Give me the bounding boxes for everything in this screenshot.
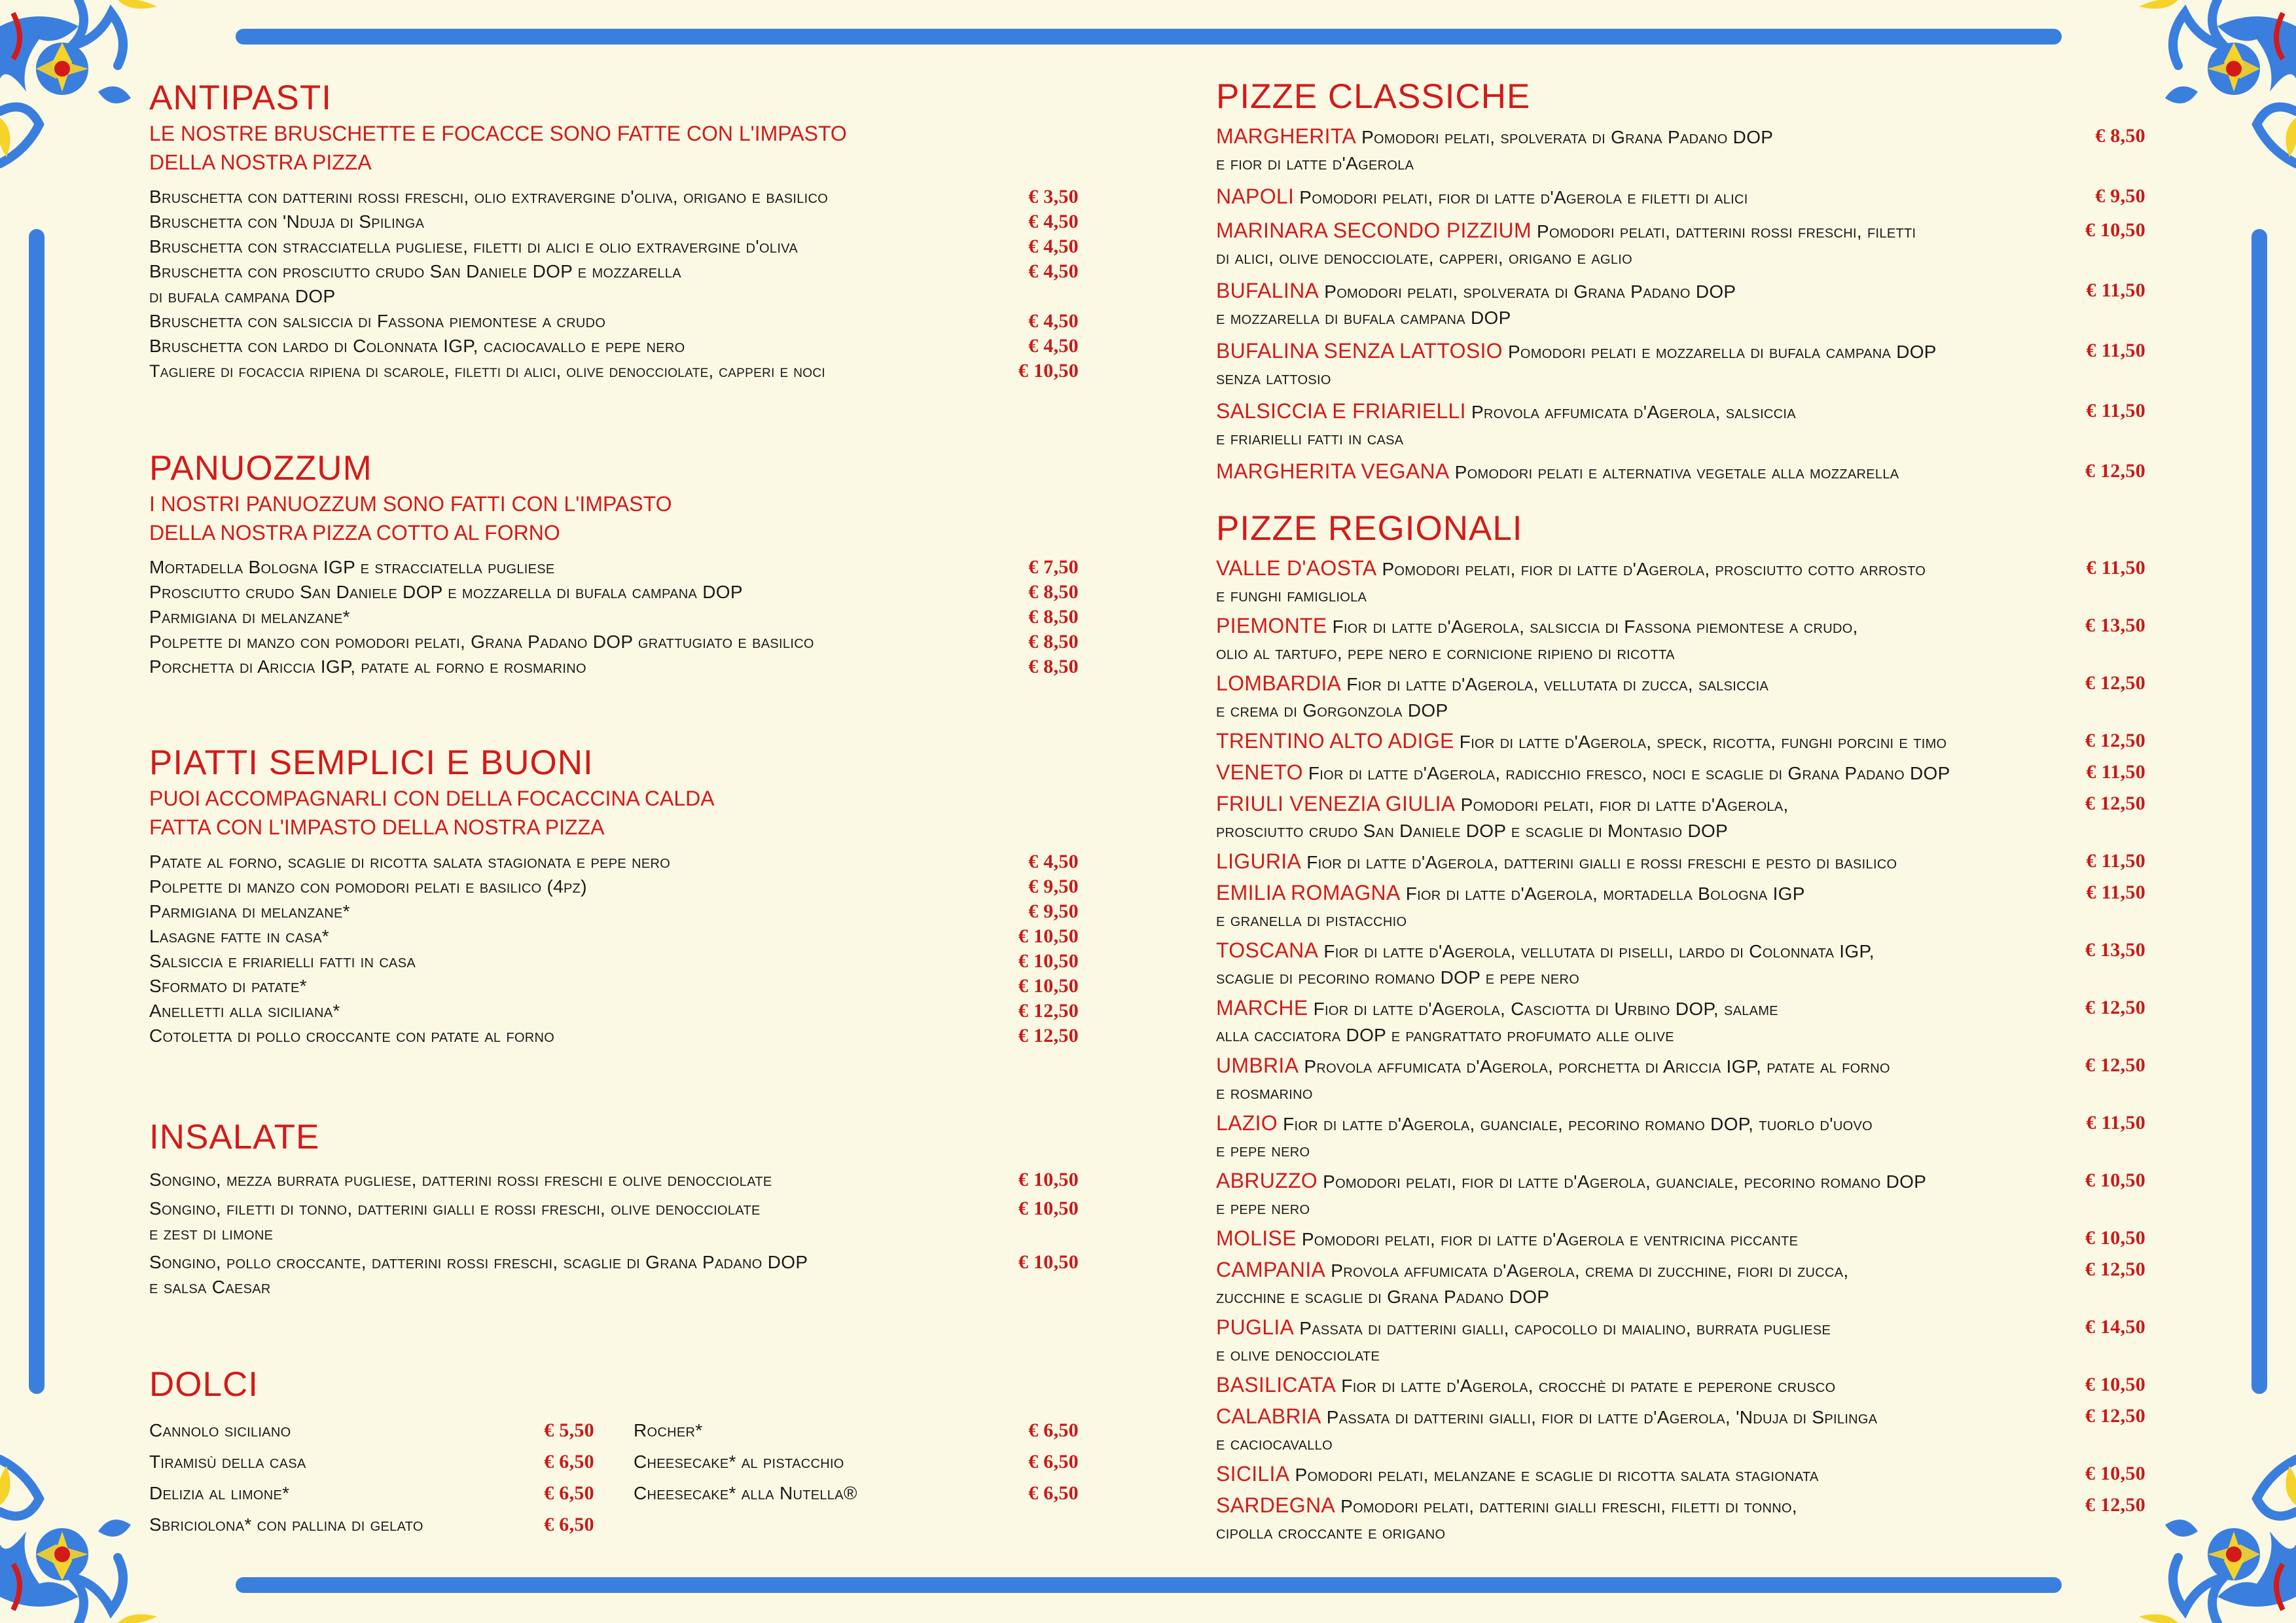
pizza-item — [1216, 338, 2145, 391]
section-title: PIATTI SEMPLICI E BUONI — [149, 743, 594, 782]
pizza-item — [1216, 1225, 2145, 1253]
pizza-price: € 10,50 — [2085, 1374, 2145, 1395]
section-title: PANUOZZUM — [149, 449, 372, 488]
section-subtitle: LE NOSTRE BRUSCHETTE E FOCACCE SONO FATTE CON L'IMPASTO DELLA NOSTRA PIZZA — [149, 122, 847, 174]
pizza-price: € 12,50 — [2085, 1054, 2145, 1076]
pizza-item — [1216, 123, 2145, 177]
pizza-price: € 12,50 — [2085, 997, 2145, 1018]
section-panuozzum — [149, 448, 1079, 742]
pizza-name: BASILICATA — [1216, 1373, 1336, 1397]
item-price: € 6,50 — [1028, 1451, 1079, 1472]
item-price: € 9,50 — [1028, 901, 1079, 922]
pizza-name: EMILIA ROMAGNA — [1216, 881, 1401, 904]
dolci-list — [149, 1415, 1079, 1541]
section-title: PIZZE REGIONALI — [1216, 509, 1523, 548]
menu-item — [149, 1415, 594, 1446]
piatti-list — [149, 849, 1079, 1048]
pizza-line-1 — [1216, 555, 2015, 582]
pizza-description: Fior di latte d'Agerola, datterini gialli e rossi freschi e pesto di basilico — [1306, 852, 1897, 872]
pizza-description: Pomodori pelati, datterini gialli freschi, filetti di tonno, — [1340, 1496, 1797, 1516]
menu-item — [149, 1478, 594, 1509]
item-description: Anelletti alla siciliana* — [149, 1001, 340, 1021]
item-price: € 9,50 — [1028, 876, 1079, 897]
pizza-description: Passata di datterini gialli, capocollo di maialino, burrata pugliese — [1299, 1318, 1831, 1338]
pizza-name: LAZIO — [1216, 1111, 1278, 1135]
item-description: Polpette di manzo con pomodori pelati e basilico (4pz) — [149, 876, 587, 897]
pizza-description: Pomodori pelati, fior di latte d'Agerola e filetti di alici — [1299, 187, 1748, 207]
pizza-price: € 11,50 — [2086, 761, 2145, 783]
pizza-name: VALLE D'AOSTA — [1216, 556, 1377, 580]
pizza-line-1 — [1216, 880, 2015, 907]
pizza-price: € 10,50 — [2085, 219, 2145, 241]
item-description: Salsiccia e friarielli fatti in casa — [149, 951, 416, 971]
menu-item — [149, 949, 1079, 974]
pizza-price: € 12,50 — [2085, 730, 2145, 751]
pizza-description: Pomodori pelati, fior di latte d'Agerola, prosciutto cotto arrosto — [1382, 559, 1926, 579]
pizza-line-1 — [1216, 1314, 2015, 1342]
item-description-cont: e salsa Caesar — [149, 1277, 271, 1297]
pizza-description-cont: e fior di latte d'Agerola — [1216, 153, 1414, 173]
pizza-price: € 10,50 — [2085, 1463, 2145, 1484]
pizza-item — [1216, 995, 2145, 1048]
frame-left-bar — [29, 229, 45, 1394]
item-price: € 12,50 — [1018, 1000, 1079, 1022]
item-description: Cannolo siciliano — [149, 1420, 291, 1440]
item-description: Bruschetta con stracciatella pugliese, filetti di alici e olio extravergine d'oliva — [149, 236, 798, 257]
menu-item — [149, 359, 1079, 383]
menu-item — [634, 1415, 1079, 1446]
pizza-item — [1216, 183, 2145, 211]
pizza-name: TOSCANA — [1216, 938, 1319, 962]
menu-item — [149, 1509, 594, 1541]
item-description: Tagliere di focaccia ripiena di scarole, filetti di alici, olive denocciolate, capperi e noci — [149, 361, 825, 381]
pizza-line-1 — [1216, 728, 2015, 755]
pizza-price: € 12,50 — [2085, 460, 2145, 482]
pizza-description: Fior di latte d'Agerola, guanciale, pecorino romano DOP, tuorlo d'uovo — [1283, 1114, 1873, 1134]
pizza-line-1 — [1216, 123, 2015, 151]
item-price: € 10,50 — [1018, 360, 1079, 382]
item-price: € 8,50 — [1028, 606, 1079, 628]
pizza-price: € 8,50 — [2095, 125, 2145, 147]
pizza-description-cont: e granella di pistacchio — [1216, 910, 1407, 930]
item-description: Bruschetta con 'Nduja di Spilinga — [149, 211, 425, 232]
pizza-name: CAMPANIA — [1216, 1258, 1326, 1281]
item-price: € 6,50 — [1028, 1482, 1079, 1504]
section-pizze-classiche — [1216, 76, 2145, 508]
item-price: € 6,50 — [544, 1482, 594, 1504]
menu-item — [149, 1196, 1079, 1246]
item-description: Polpette di manzo con pomodori pelati, Grana Padano DOP grattugiato e basilico — [149, 632, 814, 652]
pizza-name: SALSICCIA E FRIARIELLI — [1216, 399, 1466, 423]
pizza-line-1 — [1216, 458, 2015, 486]
menu-item — [149, 899, 1079, 924]
section-title: INSALATE — [149, 1118, 320, 1156]
pizza-item — [1216, 880, 2145, 933]
item-description: Sbriciolona* con pallina di gelato — [149, 1514, 423, 1535]
item-description: Bruschetta con salsiccia di Fassona piemontese a crudo — [149, 311, 606, 331]
item-description: Sformato di patate* — [149, 976, 307, 996]
pizza-description-cont: e caciocavallo — [1216, 1433, 1333, 1454]
section-subtitle: I NOSTRI PANUOZZUM SONO FATTI CON L'IMPASTO DELLA NOSTRA PIZZA COTTO AL FORNO — [149, 492, 672, 544]
section-subtitle: PUOI ACCOMPAGNARLI CON DELLA FOCACCINA CALDA FATTA CON L'IMPASTO DELLA NOSTRA PIZZA — [149, 787, 715, 839]
pizza-price: € 12,50 — [2085, 1258, 2145, 1280]
pizza-price: € 12,50 — [2085, 1494, 2145, 1516]
classiche-list — [1216, 123, 2145, 486]
pizza-name: NAPOLI — [1216, 185, 1295, 208]
pizza-item — [1216, 1314, 2145, 1368]
pizza-description: Pomodori pelati, melanzane e scaglie di ricotta salata stagionata — [1295, 1465, 1819, 1485]
pizza-description-cont: zucchine e scaglie di Grana Padano DOP — [1216, 1287, 1550, 1307]
item-description: Cheesecake* alla Nutella® — [634, 1483, 857, 1503]
pizza-description: Provola affumicata d'Agerola, salsiccia — [1471, 402, 1796, 422]
item-price: € 3,50 — [1028, 186, 1079, 207]
pizza-line-1 — [1216, 183, 2015, 211]
pizza-line-1 — [1216, 338, 2015, 365]
item-price: € 4,50 — [1028, 211, 1079, 232]
pizza-item — [1216, 613, 2145, 666]
menu-left-column — [149, 77, 1079, 1541]
item-description-cont: e zest di limone — [149, 1223, 274, 1243]
pizza-name: FRIULI VENEZIA GIULIA — [1216, 792, 1456, 815]
pizza-price: € 11,50 — [2086, 882, 2145, 903]
pizza-line-1 — [1216, 1052, 2015, 1080]
menu-item — [149, 334, 1079, 359]
pizza-item — [1216, 398, 2145, 452]
frame-top-bar — [236, 29, 2062, 45]
pizza-description: Pomodori pelati, datterini rossi freschi, filetti — [1537, 221, 1916, 241]
menu-item — [149, 924, 1079, 949]
pizza-description: Pomodori pelati e alternativa vegetale alla mozzarella — [1454, 462, 1899, 482]
pizza-description-cont: di alici, olive denocciolate, capperi, origano e aglio — [1216, 247, 1632, 268]
pizza-item — [1216, 1461, 2145, 1488]
item-price: € 8,50 — [1028, 656, 1079, 677]
item-price: € 12,50 — [1018, 1025, 1079, 1046]
item-description: Cotoletta di pollo croccante con patate al forno — [149, 1026, 555, 1046]
item-price: € 6,50 — [544, 1514, 594, 1535]
pizza-name: UMBRIA — [1216, 1054, 1299, 1077]
pizza-description: Pomodori pelati, fior di latte d'Agerola, guanciale, pecorino romano DOP — [1323, 1171, 1927, 1192]
menu-item — [149, 654, 1079, 679]
pizza-line-1 — [1216, 937, 2015, 965]
pizza-description: Passata di datterini gialli, fior di latte d'Agerola, 'Nduja di Spilinga — [1326, 1407, 1878, 1427]
pizza-line-1 — [1216, 1168, 2015, 1195]
pizza-item — [1216, 1052, 2145, 1106]
pizza-description: Provola affumicata d'Agerola, porchetta di Ariccia IGP, patate al forno — [1304, 1056, 1890, 1077]
pizza-line-1 — [1216, 1403, 2015, 1431]
pizza-line-1 — [1216, 848, 2015, 876]
menu-item — [149, 630, 1079, 654]
pizza-item — [1216, 791, 2145, 844]
pizza-description: Pomodori pelati, fior di latte d'Agerola e ventricina piccante — [1301, 1229, 1799, 1249]
dolci-right-column — [634, 1415, 1079, 1541]
section-title: PIZZE CLASSICHE — [1216, 77, 1531, 116]
section-title: ANTIPASTI — [149, 79, 332, 117]
pizza-description: Fior di latte d'Agerola, crocchè di patate e peperone crusco — [1341, 1376, 1836, 1396]
pizza-name: BUFALINA SENZA LATTOSIO — [1216, 339, 1503, 363]
item-price: € 8,50 — [1028, 581, 1079, 603]
item-price: € 5,50 — [544, 1419, 594, 1441]
item-price: € 4,50 — [1028, 236, 1079, 257]
pizza-description-cont: e rosmarino — [1216, 1082, 1313, 1103]
item-description-cont: di bufala campana DOP — [149, 286, 336, 306]
pizza-line-1 — [1216, 1461, 2015, 1488]
pizza-item — [1216, 1168, 2145, 1221]
menu-item — [149, 555, 1079, 580]
pizza-line-1 — [1216, 613, 2015, 640]
pizza-description-cont: senza lattosio — [1216, 368, 1331, 388]
antipasti-list — [149, 185, 1079, 383]
item-price: € 7,50 — [1028, 556, 1079, 578]
pizza-description: Pomodori pelati, spolverata di Grana Padano DOP — [1324, 281, 1736, 302]
section-dolci — [149, 1364, 1079, 1541]
menu-item — [149, 580, 1079, 605]
pizza-description-cont: e mozzarella di bufala campana DOP — [1216, 308, 1511, 328]
menu-item — [149, 209, 1079, 234]
frame-bottom-bar — [236, 1577, 2062, 1593]
menu-item — [149, 185, 1079, 209]
pizza-price: € 11,50 — [2086, 850, 2145, 872]
item-description: Songino, pollo croccante, datterini rossi freschi, scaglie di Grana Padano DOP — [149, 1252, 808, 1272]
menu-item — [149, 1446, 594, 1478]
pizza-item — [1216, 728, 2145, 755]
pizza-description-cont: e crema di Gorgonzola DOP — [1216, 700, 1448, 721]
pizza-line-1 — [1216, 670, 2015, 698]
pizza-item — [1216, 759, 2145, 787]
pizza-item — [1216, 277, 2145, 331]
section-piatti — [149, 742, 1079, 1116]
pizza-price: € 12,50 — [2085, 793, 2145, 814]
pizza-description: Pomodori pelati e mozzarella di bufala campana DOP — [1507, 342, 1937, 362]
item-price: € 4,50 — [1028, 851, 1079, 872]
item-description: Lasagne fatte in casa* — [149, 926, 329, 946]
menu-item — [634, 1446, 1079, 1478]
pizza-line-1 — [1216, 995, 2015, 1022]
pizza-price: € 11,50 — [2086, 340, 2145, 361]
pizza-item — [1216, 1403, 2145, 1457]
frame-right-bar — [2251, 229, 2267, 1394]
pizza-description-cont: e pepe nero — [1216, 1198, 1310, 1218]
section-title: DOLCI — [149, 1365, 259, 1404]
item-description: Patate al forno, scaglie di ricotta salata stagionata e pepe nero — [149, 851, 671, 872]
pizza-description-cont: olio al tartufo, pepe nero e cornicione ripieno di ricotta — [1216, 643, 1675, 663]
pizza-price: € 12,50 — [2085, 672, 2145, 694]
pizza-item — [1216, 555, 2145, 609]
pizza-item — [1216, 217, 2145, 271]
item-description: Prosciutto crudo San Daniele DOP e mozzarella di bufala campana DOP — [149, 582, 743, 602]
pizza-name: PIEMONTE — [1216, 614, 1327, 637]
pizza-item — [1216, 1492, 2145, 1546]
pizza-line-1 — [1216, 791, 2015, 818]
pizza-price: € 10,50 — [2085, 1227, 2145, 1249]
pizza-description: Provola affumicata d'Agerola, crema di zucchine, fiori di zucca, — [1331, 1260, 1849, 1281]
pizza-line-1 — [1216, 1110, 2015, 1137]
pizza-description: Pomodori pelati, spolverata di Grana Padano DOP — [1361, 127, 1774, 147]
item-description: Tiramisù della casa — [149, 1452, 306, 1472]
item-price: € 10,50 — [1018, 1198, 1079, 1219]
item-price: € 10,50 — [1018, 925, 1079, 947]
menu-item — [149, 999, 1079, 1024]
pizza-name: PUGLIA — [1216, 1315, 1295, 1339]
pizza-item — [1216, 458, 2145, 486]
item-description: Parmigiana di melanzane* — [149, 901, 350, 921]
dolci-left-column — [149, 1415, 594, 1541]
pizza-price: € 13,50 — [2085, 939, 2145, 961]
item-price: € 10,50 — [1018, 1169, 1079, 1190]
pizza-name: MARINARA SECONDO PIZZIUM — [1216, 219, 1532, 242]
pizza-line-1 — [1216, 1257, 2015, 1284]
menu-item — [149, 1168, 1079, 1192]
pizza-description-cont: e funghi famigliola — [1216, 585, 1367, 605]
pizza-item — [1216, 1372, 2145, 1399]
item-price: € 4,50 — [1028, 260, 1079, 282]
pizza-line-1 — [1216, 217, 2015, 245]
pizza-description-cont: e olive denocciolate — [1216, 1344, 1380, 1364]
pizza-name: LIGURIA — [1216, 849, 1302, 873]
pizza-price: € 12,50 — [2085, 1405, 2145, 1427]
section-insalate — [149, 1116, 1079, 1364]
pizza-line-1 — [1216, 398, 2015, 425]
item-description: Songino, filetti di tonno, datterini gialli e rossi freschi, olive denocciolate — [149, 1198, 761, 1219]
pizza-name: BUFALINA — [1216, 279, 1319, 302]
pizza-line-1 — [1216, 1492, 2015, 1520]
item-description: Bruschetta con datterini rossi freschi, olio extravergine d'oliva, origano e basilico — [149, 187, 829, 207]
item-description: Delizia al limone* — [149, 1483, 290, 1503]
pizza-name: ABRUZZO — [1216, 1169, 1318, 1192]
pizza-name: TRENTINO ALTO ADIGE — [1216, 729, 1454, 753]
pizza-description-cont: cipolla croccante e origano — [1216, 1522, 1446, 1543]
item-description: Bruschetta con prosciutto crudo San Daniele DOP e mozzarella — [149, 261, 681, 281]
menu-item — [149, 605, 1079, 630]
item-description: Bruschetta con lardo di Colonnata IGP, caciocavallo e pepe nero — [149, 336, 685, 356]
pizza-name: MARGHERITA — [1216, 124, 1356, 148]
pizza-description: Fior di latte d'Agerola, Casciotta di Urbino DOP, salame — [1313, 999, 1778, 1019]
menu-item — [149, 874, 1079, 899]
pizza-name: MARCHE — [1216, 996, 1308, 1020]
pizza-item — [1216, 937, 2145, 991]
pizza-line-1 — [1216, 277, 2015, 305]
pizza-price: € 13,50 — [2085, 615, 2145, 636]
panuozzum-list — [149, 555, 1079, 679]
pizza-name: SARDEGNA — [1216, 1493, 1335, 1517]
pizza-price: € 10,50 — [2085, 1169, 2145, 1191]
menu-item — [634, 1478, 1079, 1509]
pizza-description-cont: alla cacciatora DOP e pangrattato profumato alle olive — [1216, 1025, 1674, 1045]
pizza-name: LOMBARDIA — [1216, 671, 1342, 695]
item-price: € 6,50 — [1028, 1419, 1079, 1441]
item-description: Rocher* — [634, 1420, 703, 1440]
menu-item — [149, 234, 1079, 259]
item-price: € 6,50 — [544, 1451, 594, 1472]
item-price: € 10,50 — [1018, 950, 1079, 972]
pizza-description: Pomodori pelati, fior di latte d'Agerola, — [1460, 794, 1789, 815]
pizza-name: SICILIA — [1216, 1462, 1290, 1486]
pizza-description-cont: e friarielli fatti in casa — [1216, 428, 1404, 448]
item-price: € 4,50 — [1028, 310, 1079, 332]
pizza-price: € 11,50 — [2086, 279, 2145, 301]
pizza-name: MARGHERITA VEGANA — [1216, 459, 1450, 483]
regionali-list — [1216, 555, 2145, 1546]
item-price: € 8,50 — [1028, 631, 1079, 652]
menu-item — [149, 259, 1079, 309]
pizza-description-cont: scaglie di pecorino romano DOP e pepe nero — [1216, 967, 1580, 988]
pizza-item — [1216, 1110, 2145, 1164]
pizza-description: Fior di latte d'Agerola, vellutata di zucca, salsiccia — [1346, 674, 1769, 694]
item-description: Songino, mezza burrata pugliese, datterini rossi freschi e olive denocciolate — [149, 1169, 772, 1190]
insalate-list — [149, 1168, 1079, 1300]
pizza-description: Fior di latte d'Agerola, vellutata di piselli, lardo di Colonnata IGP, — [1323, 941, 1874, 961]
pizza-item — [1216, 1257, 2145, 1310]
pizza-description: Fior di latte d'Agerola, speck, ricotta, funghi porcini e timo — [1459, 732, 1947, 752]
pizza-line-1 — [1216, 1372, 2015, 1399]
item-description: Cheesecake* al pistacchio — [634, 1452, 844, 1472]
menu-right-column — [1216, 76, 2145, 1550]
pizza-name: MOLISE — [1216, 1226, 1297, 1250]
pizza-price: € 11,50 — [2086, 400, 2145, 421]
item-description: Mortadella Bologna IGP e stracciatella pugliese — [149, 557, 555, 577]
pizza-name: VENETO — [1216, 760, 1303, 784]
menu-item — [149, 974, 1079, 999]
pizza-price: € 11,50 — [2086, 557, 2145, 579]
menu-item — [149, 1250, 1079, 1300]
pizza-description: Fior di latte d'Agerola, salsiccia di Fassona piemontese a crudo, — [1332, 616, 1858, 637]
pizza-description-cont: prosciutto crudo San Daniele DOP e scaglie di Montasio DOP — [1216, 821, 1729, 841]
item-price: € 10,50 — [1018, 975, 1079, 997]
item-description: Porchetta di Ariccia IGP, patate al forno e rosmarino — [149, 656, 586, 677]
pizza-line-1 — [1216, 1225, 2015, 1253]
pizza-price: € 11,50 — [2086, 1112, 2145, 1133]
pizza-price: € 9,50 — [2095, 185, 2145, 207]
pizza-item — [1216, 670, 2145, 724]
section-antipasti — [149, 77, 1079, 448]
pizza-line-1 — [1216, 759, 2015, 787]
menu-item — [149, 309, 1079, 334]
item-description: Parmigiana di melanzane* — [149, 607, 350, 627]
pizza-description: Fior di latte d'Agerola, mortadella Bologna IGP — [1405, 883, 1805, 904]
pizza-name: CALABRIA — [1216, 1404, 1321, 1428]
pizza-description: Fior di latte d'Agerola, radicchio fresco, noci e scaglie di Grana Padano DOP — [1308, 763, 1950, 783]
pizza-price: € 14,50 — [2085, 1316, 2145, 1338]
menu-item — [149, 849, 1079, 874]
menu-item — [149, 1024, 1079, 1048]
pizza-description-cont: e pepe nero — [1216, 1140, 1310, 1160]
pizza-item — [1216, 848, 2145, 876]
item-price: € 4,50 — [1028, 335, 1079, 357]
section-pizze-regionali — [1216, 508, 2145, 1546]
item-price: € 10,50 — [1018, 1251, 1079, 1273]
